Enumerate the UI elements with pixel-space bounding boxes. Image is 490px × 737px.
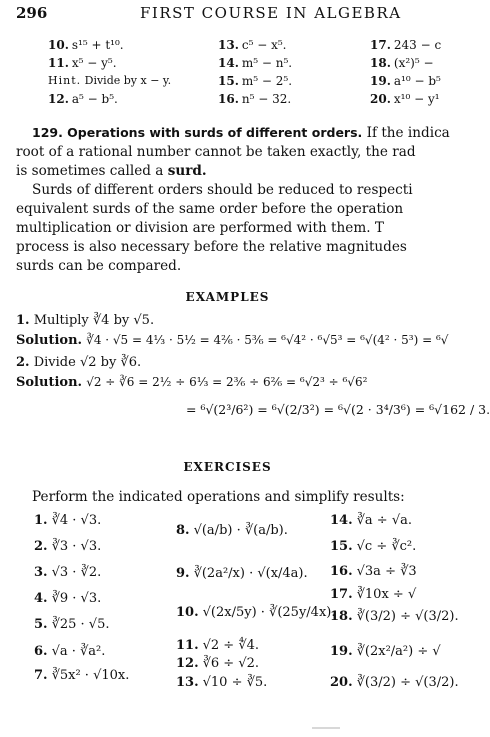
section-paragraph-line: process is also necessary before the relative magnitudes [16, 239, 407, 255]
exercise-item: 11. √2 ÷ ∜4. [176, 638, 260, 653]
example-line: 1. Multiply ∛4 by √5. [16, 313, 155, 328]
exercise-item: 5. ∛25 · √5. [34, 617, 110, 632]
exercise-item: 20. ∛(3/2) ÷ √(3/2). [330, 675, 459, 690]
example-line: 2. Divide √2 by ∛6. [16, 355, 142, 370]
top-exercise: 19. a¹⁰ − b⁵ [370, 74, 441, 88]
exercise-item: 13. √10 ÷ ∛5. [176, 675, 268, 690]
exercise-item: 4. ∛9 · √3. [34, 591, 102, 606]
top-exercise: 12. a⁵ − b⁵. [48, 92, 118, 106]
exercise-item: 8. √(a/b) · ∛(a/b). [176, 523, 288, 538]
section-paragraph-line: surds can be compared. [16, 258, 182, 274]
section-paragraph-line: equivalent surds of the same order before the operation [16, 201, 404, 217]
exercise-item: 9. ∛(2a²/x) · √(x/4a). [176, 566, 308, 581]
scan-artifact [312, 727, 340, 729]
section-paragraph-line: 129. Operations with surds of different orders. If the indica [32, 125, 450, 141]
exercise-item: 2. ∛3 · √3. [34, 539, 102, 554]
top-exercise: 13. c⁵ − x⁵. [218, 38, 287, 52]
exercise-item: 17. ∛10x ÷ √ [330, 587, 417, 602]
exercise-item: 7. ∛5x² · √10x. [34, 668, 130, 683]
top-exercise: 10. s¹⁵ + t¹⁰. [48, 38, 124, 52]
exercise-item: 1. ∛4 · √3. [34, 513, 102, 528]
page-number: 296 [16, 4, 48, 22]
examples-heading: EXAMPLES [185, 290, 270, 304]
exercise-item: 16. √3a ÷ ∛3 [330, 564, 417, 579]
exercise-item: 18. ∛(3/2) ÷ √(3/2). [330, 609, 459, 624]
exercises-intro: Perform the indicated operations and simplify results: [32, 489, 405, 505]
hint-line: Hint. Divide by x − y. [48, 74, 172, 87]
top-exercise: 16. n⁵ − 32. [218, 92, 292, 106]
top-exercise: 14. m⁵ − n⁵. [218, 56, 293, 70]
exercises-heading: EXERCISES [183, 460, 272, 474]
exercise-item: 19. ∛(2x²/a²) ÷ √ [330, 644, 441, 659]
example-solution-continued: = ⁶√(2³/6²) = ⁶√(2/3²) = ⁶√(2 · 3⁴/3⁶) = ⁶√162 / 3. [186, 402, 490, 417]
top-exercise: 15. m⁵ − 2⁵. [218, 74, 293, 88]
section-paragraph-line: Surds of different orders should be reduced to respecti [32, 182, 413, 198]
section-paragraph-line: root of a rational number cannot be taken exactly, the rad [16, 144, 416, 160]
running-title: FIRST COURSE IN ALGEBRA [140, 4, 402, 22]
example-solution: Solution. ∛4 · √5 = 4⅓ · 5½ = 4²⁄₆ · 5³⁄₆ = ⁶√4² · ⁶√5³ = ⁶√(4² · 5³) = ⁶√ [16, 333, 449, 348]
example-solution: Solution. √2 ÷ ∛6 = 2½ ÷ 6⅓ = 2³⁄₆ ÷ 6²⁄₆ = ⁶√2³ ÷ ⁶√6² [16, 375, 368, 390]
section-paragraph-line: is sometimes called a surd. [16, 163, 207, 179]
section-paragraph-line: multiplication or division are performed with them. T [16, 220, 384, 236]
exercise-item: 14. ∛a ÷ √a. [330, 513, 412, 528]
top-exercise: 17. 243 − c [370, 38, 442, 52]
exercise-item: 6. √a · ∛a². [34, 644, 106, 659]
exercise-item: 3. √3 · ∛2. [34, 565, 102, 580]
top-exercise: 20. x¹⁰ − y¹ [370, 92, 440, 106]
exercise-item: 10. √(2x/5y) · ∛(25y/4x). [176, 605, 336, 620]
exercise-item: 15. √c ÷ ∛c². [330, 539, 417, 554]
top-exercise: 11. x⁵ − y⁵. [48, 56, 117, 70]
exercise-item: 12. ∛6 ÷ √2. [176, 656, 260, 671]
top-exercise: 18. (x²)⁵ − [370, 56, 434, 70]
